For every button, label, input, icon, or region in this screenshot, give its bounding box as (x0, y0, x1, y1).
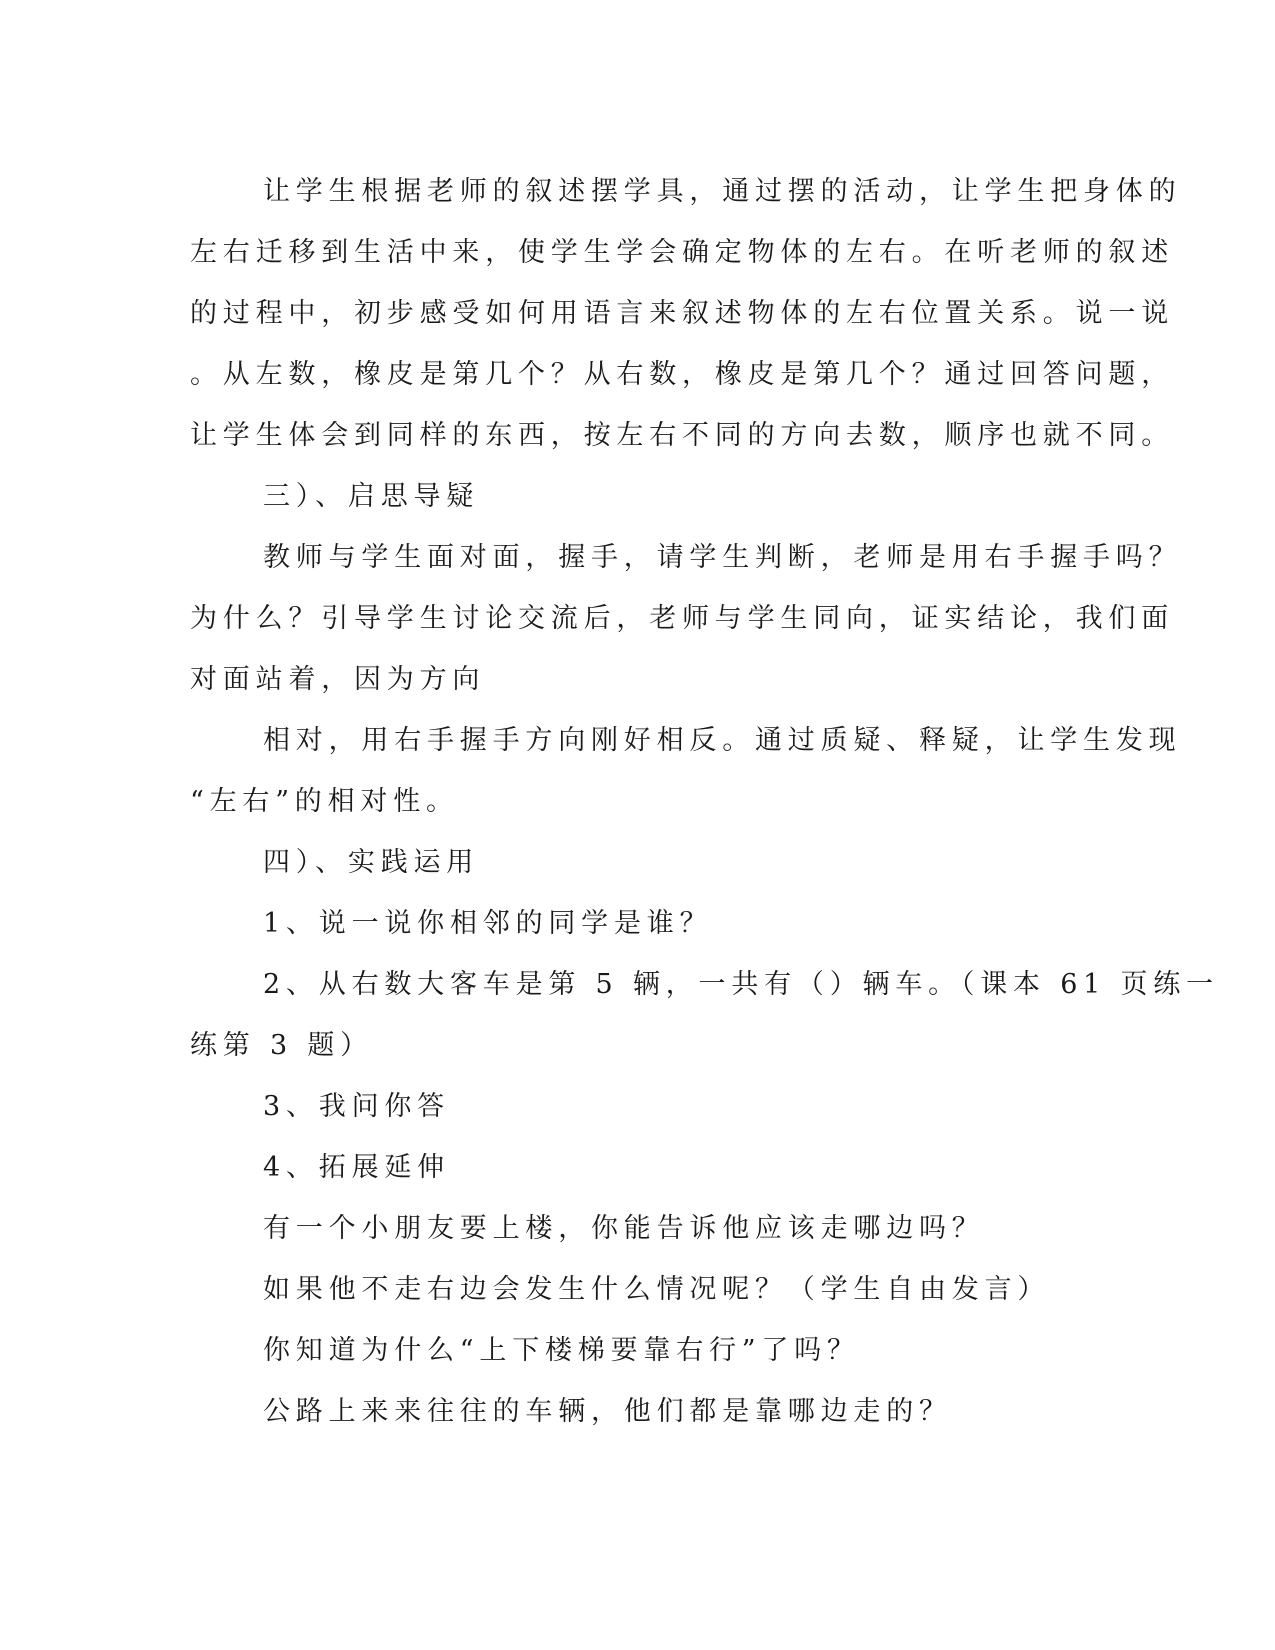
paragraph-line: 对面站着，因为方向 (190, 664, 486, 695)
paragraph-line: 公路上来来往往的车辆，他们都是靠哪边走的？ (263, 1396, 952, 1427)
paragraph-line: 。从左数，橡皮是第几个？从右数，橡皮是第几个？通过回答问题， (190, 359, 1174, 390)
list-item: 4、拓展延伸 (263, 1152, 450, 1183)
section-heading: 四）、实践运用 (263, 847, 480, 878)
paragraph-line: 让学生体会到同样的东西，按左右不同的方向去数，顺序也就不同。 (190, 420, 1174, 451)
paragraph-line: 教师与学生面对面，握手，请学生判断，老师是用右手握手吗？ (263, 542, 1182, 573)
list-item: 1、说一说你相邻的同学是谁？ (263, 908, 713, 939)
paragraph-line: 左右迁移到生活中来，使学生学会确定物体的左右。在听老师的叙述 (190, 237, 1174, 268)
list-item-continuation: 练第 3 题） (190, 1030, 373, 1061)
paragraph-line: 你知道为什么“上下楼梯要靠右行”了吗？ (263, 1335, 860, 1366)
list-item: 3、我问你答 (263, 1091, 450, 1122)
paragraph-line: 如果他不走右边会发生什么情况呢？（学生自由发言） (263, 1274, 1051, 1305)
section-heading: 三）、启思导疑 (263, 481, 480, 512)
paragraph-line: 让学生根据老师的叙述摆学具，通过摆的活动，让学生把身体的 (263, 176, 1182, 207)
paragraph-line: 的过程中，初步感受如何用语言来叙述物体的左右位置关系。说一说 (190, 298, 1174, 329)
paragraph-line: 为什么？引导学生讨论交流后，老师与学生同向，证实结论，我们面 (190, 603, 1174, 634)
paragraph-line: 有一个小朋友要上楼，你能告诉他应该走哪边吗？ (263, 1213, 985, 1244)
list-item: 2、从右数大客车是第 5 辆，一共有（）辆车。（课本 61 页练一 (263, 969, 1219, 1000)
paragraph-line: “左右”的相对性。 (190, 786, 459, 817)
paragraph-line: 相对，用右手握手方向刚好相反。通过质疑、释疑，让学生发现 (263, 725, 1182, 756)
